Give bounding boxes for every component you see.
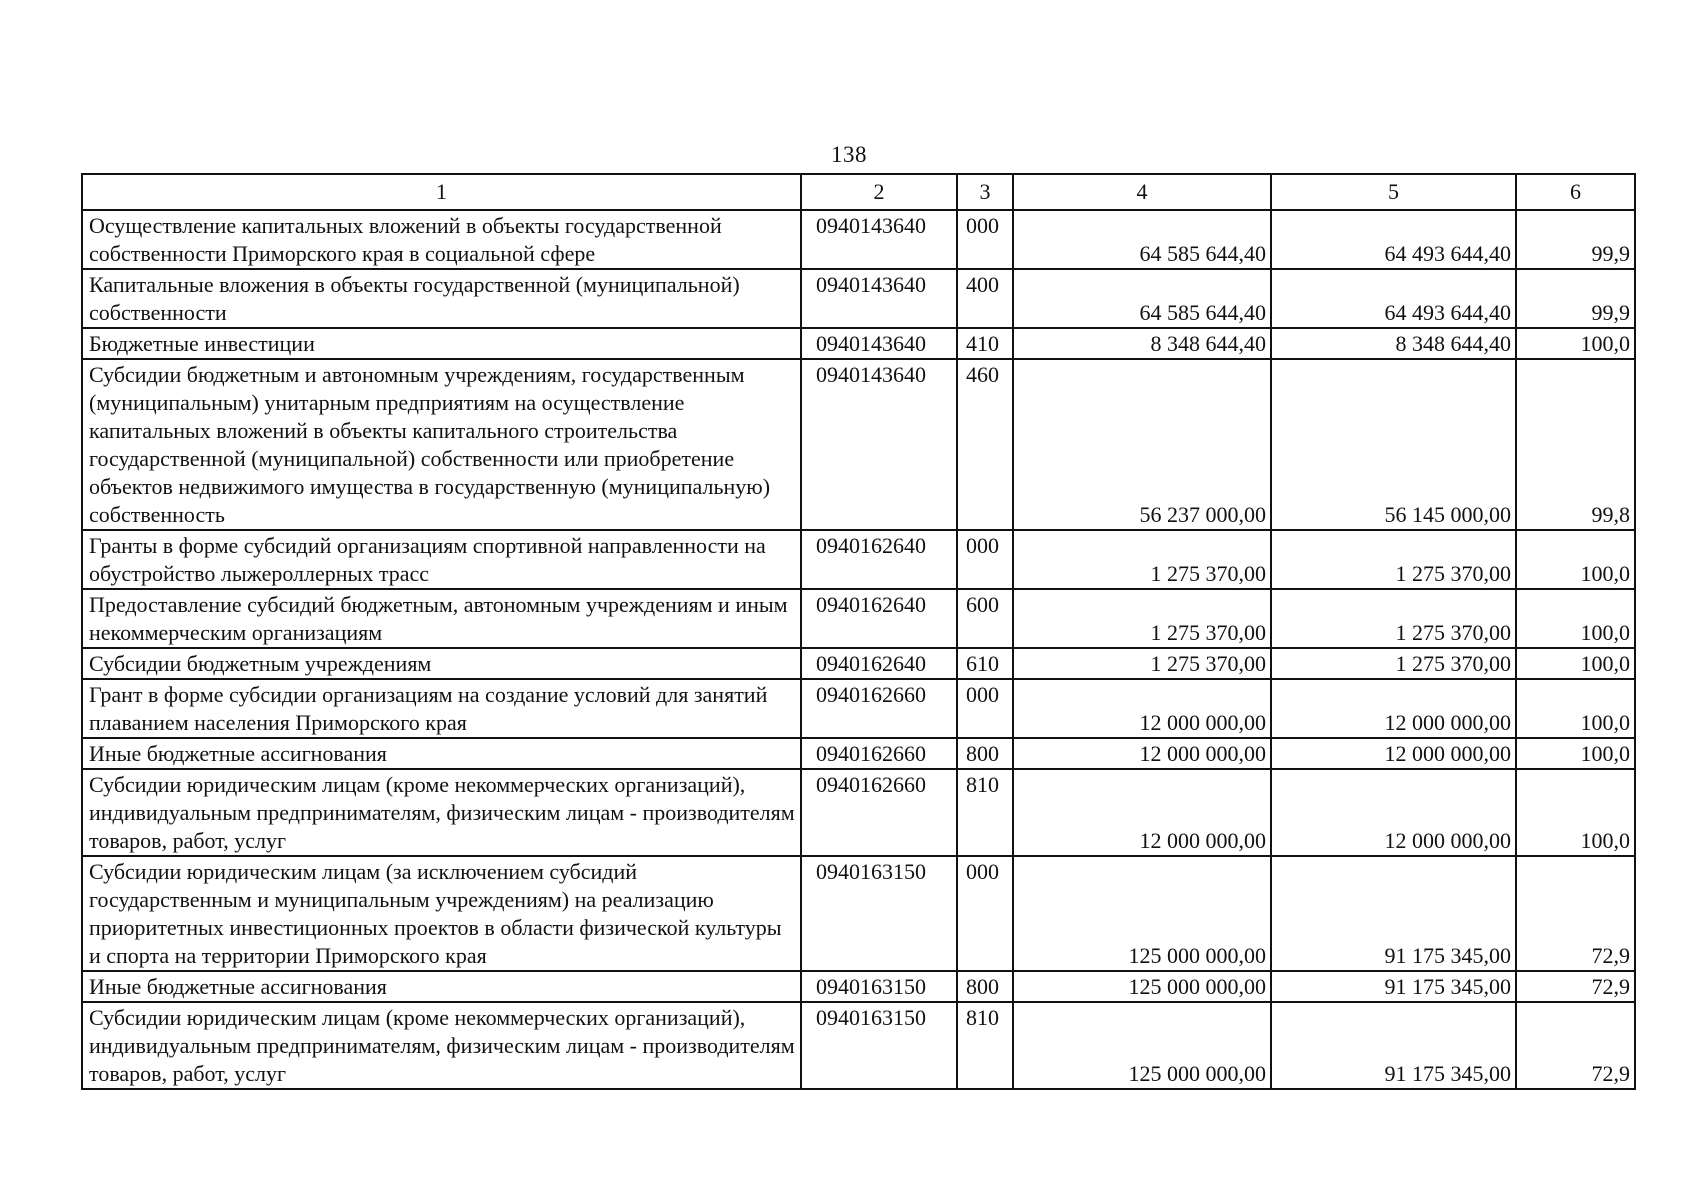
row-kind-cell: 000 <box>957 679 1013 738</box>
row-name-cell: Иные бюджетные ассигнования <box>82 971 801 1002</box>
row-name-cell: Субсидии бюджетным учреждениям <box>82 648 801 679</box>
row-planned-amount: 125 000 000,00 <box>1013 856 1271 971</box>
column-header: 1 <box>82 174 801 210</box>
row-code-cell: 0940162640 <box>801 648 957 679</box>
row-kind-cell: 460 <box>957 359 1013 530</box>
table-row <box>82 328 1635 359</box>
row-code-cell: 0940163150 <box>801 971 957 1002</box>
row-executed-amount: 1 275 370,00 <box>1271 589 1516 648</box>
table-row <box>82 648 1635 679</box>
page-number: 138 <box>831 142 867 167</box>
row-name-cell: Гранты в форме субсидий организациям спортивной направленности на обустройство лыжероллерных трасс <box>82 530 801 589</box>
row-kind-cell: 410 <box>957 328 1013 359</box>
column-header: 5 <box>1271 174 1516 210</box>
row-executed-amount: 12 000 000,00 <box>1271 679 1516 738</box>
row-percent: 100,0 <box>1516 328 1635 359</box>
row-percent: 99,9 <box>1516 269 1635 328</box>
budget-table-body <box>82 174 1635 1089</box>
table-row <box>82 269 1635 328</box>
row-kind-cell: 800 <box>957 738 1013 769</box>
table-row <box>82 738 1635 769</box>
row-planned-amount: 8 348 644,40 <box>1013 328 1271 359</box>
row-code-cell: 0940143640 <box>801 269 957 328</box>
row-percent: 100,0 <box>1516 769 1635 856</box>
row-kind-cell: 000 <box>957 856 1013 971</box>
row-executed-amount: 1 275 370,00 <box>1271 648 1516 679</box>
row-percent: 99,9 <box>1516 210 1635 269</box>
column-header: 2 <box>801 174 957 210</box>
row-executed-amount: 91 175 345,00 <box>1271 856 1516 971</box>
row-code-cell: 0940143640 <box>801 210 957 269</box>
row-executed-amount: 64 493 644,40 <box>1271 210 1516 269</box>
row-code-cell: 0940162660 <box>801 769 957 856</box>
column-header: 6 <box>1516 174 1635 210</box>
row-name-cell: Субсидии юридическим лицам (кроме некоммерческих организаций), индивидуальным предпринимателям, физическим лицам - производителям товаров, работ, услуг <box>82 1002 801 1089</box>
row-percent: 100,0 <box>1516 679 1635 738</box>
row-code-cell: 0940143640 <box>801 328 957 359</box>
table-header-row <box>82 174 1635 210</box>
budget-table <box>81 173 1636 1090</box>
row-kind-cell: 800 <box>957 971 1013 1002</box>
row-planned-amount: 125 000 000,00 <box>1013 1002 1271 1089</box>
row-kind-cell: 810 <box>957 1002 1013 1089</box>
row-percent: 100,0 <box>1516 589 1635 648</box>
row-percent: 72,9 <box>1516 1002 1635 1089</box>
row-name-cell: Субсидии бюджетным и автономным учреждениям, государственным (муниципальным) унитарным предприятиям на осуществление капитальных вложений в объекты капитального строительства государственной (муниципальной) собственности или приобретение объектов недвижимого имущества в государственную (муниципальную) собственность <box>82 359 801 530</box>
row-kind-cell: 000 <box>957 210 1013 269</box>
column-header: 4 <box>1013 174 1271 210</box>
row-code-cell: 0940162640 <box>801 530 957 589</box>
row-planned-amount: 12 000 000,00 <box>1013 738 1271 769</box>
table-row <box>82 210 1635 269</box>
row-executed-amount: 12 000 000,00 <box>1271 769 1516 856</box>
row-executed-amount: 12 000 000,00 <box>1271 738 1516 769</box>
row-executed-amount: 91 175 345,00 <box>1271 971 1516 1002</box>
row-kind-cell: 810 <box>957 769 1013 856</box>
row-executed-amount: 64 493 644,40 <box>1271 269 1516 328</box>
table-row <box>82 1002 1635 1089</box>
column-header: 3 <box>957 174 1013 210</box>
row-executed-amount: 8 348 644,40 <box>1271 328 1516 359</box>
row-name-cell: Капитальные вложения в объекты государственной (муниципальной) собственности <box>82 269 801 328</box>
table-row <box>82 589 1635 648</box>
table-row <box>82 971 1635 1002</box>
row-kind-cell: 000 <box>957 530 1013 589</box>
row-code-cell: 0940163150 <box>801 1002 957 1089</box>
row-name-cell: Грант в форме субсидии организациям на создание условий для занятий плаванием населения Приморского края <box>82 679 801 738</box>
row-percent: 100,0 <box>1516 530 1635 589</box>
table-row <box>82 530 1635 589</box>
row-name-cell: Субсидии юридическим лицам (кроме некоммерческих организаций), индивидуальным предпринимателям, физическим лицам - производителям товаров, работ, услуг <box>82 769 801 856</box>
table-row <box>82 359 1635 530</box>
row-planned-amount: 12 000 000,00 <box>1013 679 1271 738</box>
table-row <box>82 856 1635 971</box>
row-planned-amount: 1 275 370,00 <box>1013 589 1271 648</box>
row-executed-amount: 1 275 370,00 <box>1271 530 1516 589</box>
row-code-cell: 0940163150 <box>801 856 957 971</box>
row-planned-amount: 125 000 000,00 <box>1013 971 1271 1002</box>
row-code-cell: 0940162660 <box>801 738 957 769</box>
row-code-cell: 0940143640 <box>801 359 957 530</box>
row-percent: 72,9 <box>1516 971 1635 1002</box>
row-name-cell: Бюджетные инвестиции <box>82 328 801 359</box>
table-row <box>82 679 1635 738</box>
row-kind-cell: 400 <box>957 269 1013 328</box>
row-name-cell: Осуществление капитальных вложений в объекты государственной собственности Приморского края в социальной сфере <box>82 210 801 269</box>
row-name-cell: Предоставление субсидий бюджетным, автономным учреждениям и иным некоммерческим организациям <box>82 589 801 648</box>
row-name-cell: Субсидии юридическим лицам (за исключением субсидий государственным и муниципальным учреждениям) на реализацию приоритетных инвестиционных проектов в области физической культуры и спорта на территории Приморского края <box>82 856 801 971</box>
row-name-cell: Иные бюджетные ассигнования <box>82 738 801 769</box>
row-executed-amount: 56 145 000,00 <box>1271 359 1516 530</box>
table-row <box>82 769 1635 856</box>
row-planned-amount: 12 000 000,00 <box>1013 769 1271 856</box>
row-percent: 100,0 <box>1516 738 1635 769</box>
row-percent: 99,8 <box>1516 359 1635 530</box>
row-code-cell: 0940162640 <box>801 589 957 648</box>
row-executed-amount: 91 175 345,00 <box>1271 1002 1516 1089</box>
row-kind-cell: 600 <box>957 589 1013 648</box>
row-planned-amount: 64 585 644,40 <box>1013 210 1271 269</box>
row-percent: 100,0 <box>1516 648 1635 679</box>
row-code-cell: 0940162660 <box>801 679 957 738</box>
row-kind-cell: 610 <box>957 648 1013 679</box>
row-planned-amount: 1 275 370,00 <box>1013 648 1271 679</box>
row-planned-amount: 1 275 370,00 <box>1013 530 1271 589</box>
row-planned-amount: 56 237 000,00 <box>1013 359 1271 530</box>
row-planned-amount: 64 585 644,40 <box>1013 269 1271 328</box>
row-percent: 72,9 <box>1516 856 1635 971</box>
